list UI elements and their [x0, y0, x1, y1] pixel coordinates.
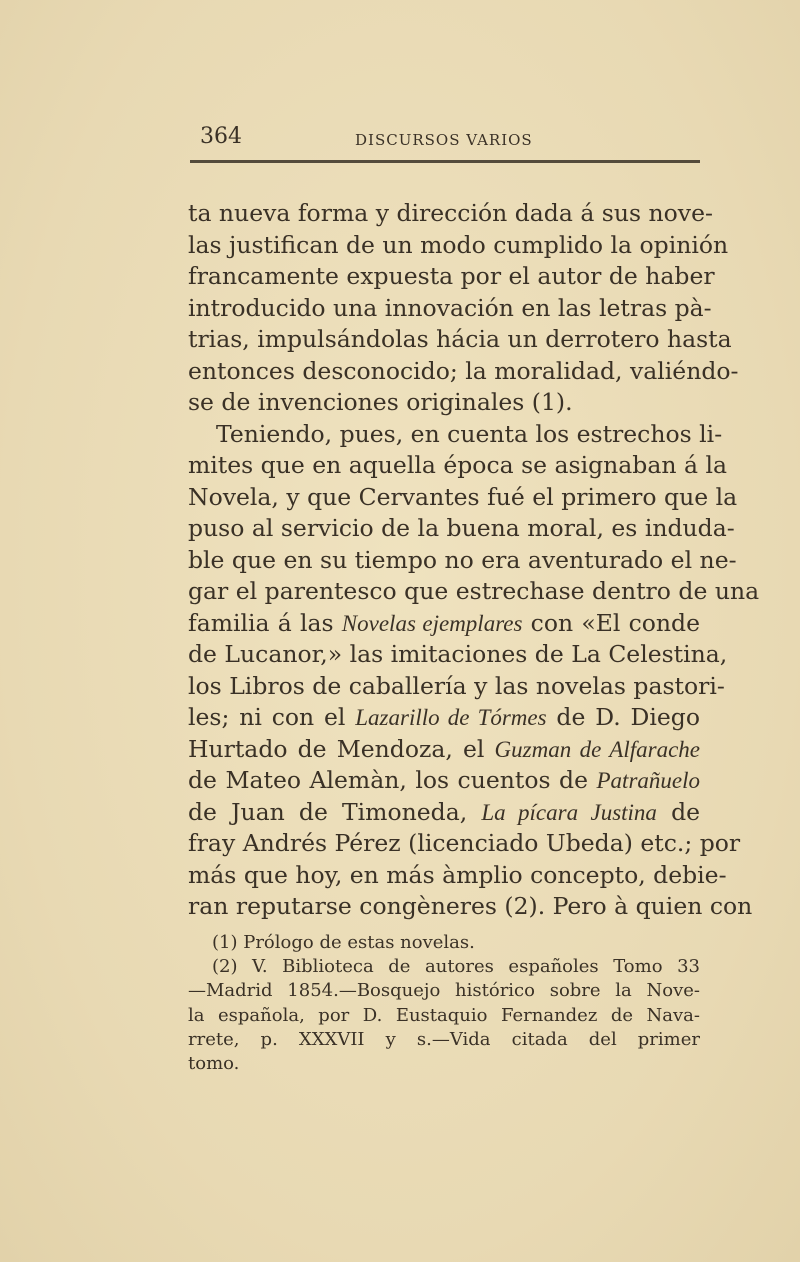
- text-line: [188, 387, 700, 419]
- text-line: [188, 261, 715, 293]
- text-line: [188, 860, 727, 892]
- text-line: [188, 671, 725, 703]
- text-segment: mites que en aquella época se asignaban á la: [188, 451, 727, 479]
- text-line: [188, 639, 728, 671]
- text-segment: con «El conde: [522, 608, 700, 637]
- text-segment: se de invenciones originales (1).: [188, 388, 573, 416]
- text-line: [188, 324, 732, 356]
- text-segment: ran reputarse congèneres (2). Pero à quien con: [188, 892, 753, 920]
- footnote-line: tomo.: [188, 1052, 240, 1074]
- text-segment: de Juan de Timoneda,: [188, 797, 482, 826]
- text-line: [188, 450, 727, 482]
- text-line: [188, 891, 753, 923]
- text-line: [188, 513, 735, 545]
- text-line: [188, 198, 713, 230]
- text-segment: de Lucanor,» las imitaciones de La Celestina,: [188, 640, 728, 668]
- italic-title: La pícara Justina: [481, 799, 657, 825]
- footnote-line: rrete, p. XXXVII y s.—Vida citada del primer: [188, 1028, 700, 1050]
- text-line: [188, 797, 700, 829]
- text-segment: de D. Diego: [546, 703, 700, 731]
- text-segment: les; ni con el: [188, 703, 356, 731]
- text-line: [188, 702, 700, 734]
- text-line: [188, 765, 700, 797]
- text-segment: más que hoy, en más àmplio concepto, debie-: [188, 860, 727, 889]
- text-segment: de: [656, 797, 701, 826]
- text-segment: Teniendo, pues, en cuenta los estrechos li-: [216, 419, 723, 448]
- text-line: [188, 419, 723, 451]
- page-number: 364: [200, 124, 242, 149]
- text-segment: familia á las: [188, 608, 342, 637]
- text-line: [188, 230, 729, 262]
- footnote-line: la española, por D. Eustaquio Fernandez de Nava-: [188, 1004, 700, 1026]
- text-segment: de Mateo Alemàn, los cuentos de: [188, 766, 597, 794]
- footnotes: [188, 931, 700, 1076]
- text-line: [188, 482, 738, 514]
- text-segment: puso al servicio de la buena moral, es induda-: [188, 514, 735, 542]
- footnote-line: —Madrid 1854.—Bosquejo histórico sobre la Nove-: [188, 980, 700, 1002]
- italic-title: Guzman de Alfarache: [494, 736, 700, 762]
- running-title: DISCURSOS VARIOS: [355, 131, 533, 149]
- header-rule: [190, 160, 700, 163]
- italic-title: Patrañuelo: [596, 768, 700, 793]
- text-segment: fray Andrés Pérez (licenciado Ubeda) etc.; por: [188, 829, 741, 857]
- text-line: [188, 545, 737, 577]
- footnote-line: (1) Prólogo de estas novelas.: [212, 932, 475, 953]
- text-segment: entonces desconocido; la moralidad, valiéndo-: [188, 356, 739, 385]
- text-segment: ble que en su tiempo no era aventurado el ne-: [188, 545, 737, 574]
- text-line: [188, 356, 739, 388]
- text-segment: Hurtado de Mendoza, el: [188, 734, 495, 763]
- text-segment: los Libros de caballería y las novelas pastori-: [188, 671, 725, 700]
- footnote-line: (2) V. Biblioteca de autores españoles Tomo 33: [212, 956, 700, 978]
- italic-title: Novelas ejemplares: [341, 610, 523, 636]
- text-line: [188, 576, 760, 608]
- italic-title: Lazarillo de Tórmes: [355, 705, 547, 730]
- text-segment: gar el parentesco que estrechase dentro de una: [188, 577, 760, 605]
- body-text: [188, 198, 760, 923]
- text-segment: ta nueva forma y dirección dada á sus nove-: [188, 199, 713, 227]
- text-line: [188, 828, 741, 860]
- text-segment: las justifican de un modo cumplido la opinión: [188, 230, 729, 259]
- text-line: [188, 293, 712, 325]
- text-segment: Novela, y que Cervantes fué el primero que la: [188, 482, 738, 511]
- text-line: [188, 734, 700, 766]
- text-segment: introducido una innovación en las letras pà-: [188, 293, 712, 322]
- text-segment: trias, impulsándolas hácia un derrotero hasta: [188, 325, 732, 353]
- text-segment: francamente expuesta por el autor de haber: [188, 262, 715, 290]
- text-line: [188, 608, 700, 640]
